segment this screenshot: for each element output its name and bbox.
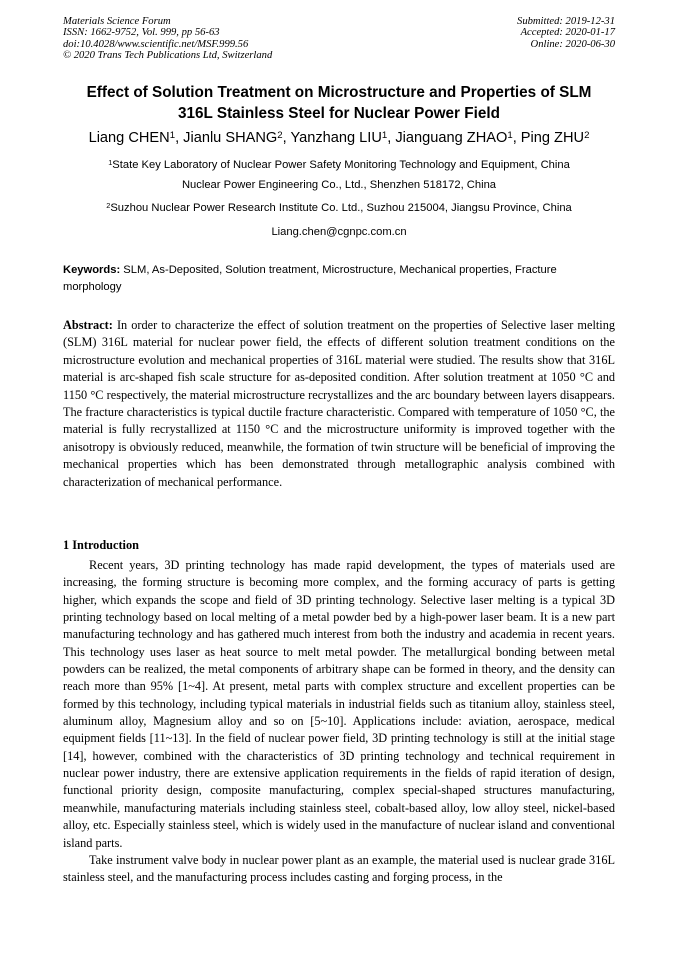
paragraph: Recent years, 3D printing technology has made rapid development, the types of materials used are increasing, the forming structure is becoming more complex, and the forming accuracy of parts is getting higher, which expands the scope and field of 3D printing technology. Selective laser melting is a typical 3D printing technology based on local melting of a metal powder bed by a high-power laser beam. It is a new part manufacturing technology and has gathered much interest from both the industry and academia in recent years. This technology uses laser as heat source to melt metal powder. The metallurgical bonding between metal powders can be realized, the metal components of arbitrary shape can be formed in theory, and the density can reach more than 95% [1~4]. At present, metal parts with complex structure and excellent properties can be formed by this technology, including typical materials in industrial fields such as titanium alloy, stainless steel, aluminum alloy, Magnesium alloy and so on [5~10]. Applications include: aviation, aerospace, medical equipment fields [11~13]. In the field of nuclear power field, 3D printing technology is still at the initial stage [14], however, combined with the characteristics of 3D printing technology and technical requirement in nuclear power industry, there are extensive application requirements in the fields of rapid iteration of design, functional priority design, composite manufacturing, complex special-shaped structures manufacturing, meanwhile, manufacturing materials including stainless steel, cobalt-based alloy, low alloy steel, nickel-based alloy, etc. Especially stainless steel, which is widely used in the manufacture of nuclear island and conventional island parts. bbox=[63, 558, 615, 850]
title-line-2: 316L Stainless Steel for Nuclear Power Field bbox=[178, 105, 500, 122]
author bbox=[89, 130, 184, 146]
author-affiliation-mark: 1 bbox=[507, 129, 513, 141]
section-heading-introduction: 1 Introduction bbox=[63, 538, 139, 552]
author-affiliation-mark: 1 bbox=[169, 129, 176, 141]
author-name: Yanzhang LIU bbox=[290, 130, 382, 146]
affiliation-1-line-2: Nuclear Power Engineering Co., Ltd., Shenzhen 518172, China bbox=[181, 179, 497, 191]
author-separator: , bbox=[175, 130, 184, 146]
author-affiliation-mark: 2 bbox=[277, 129, 283, 141]
abstract-text: In order to characterize the effect of solution treatment on the properties of Selective laser melting (SLM) 316L material for nuclear power field, the effects of different solution treatment conditions on the microstructure evolution and mechanical properties of 316L material were studied. The results show that 316L material is arc-shaped fish scale structure for as-deposited condition. After solution treatment at 1050 °C and 1150 °C respectively, the material microstructure recrystallizes and the arc boundary between layers disappears. The fracture characteristics is typical ductile fracture characteristic. Compared with temperature of 1050 °C, the material is fully recrystallized at 1150 °C and the microstructure uniformity is improved together with the anisotropy is obviously reduced, meanwhile, the formation of twin structure will be beneficial of improving the mechanical properties which has been demonstrated through metallographic analysis combined with characterization of mechanical performance. bbox=[63, 318, 615, 489]
affiliation-mark: 1 bbox=[108, 157, 113, 167]
abstract bbox=[63, 317, 615, 491]
affiliation-1-text: State Key Laboratory of Nuclear Power Safety Monitoring Technology and Equipment, China bbox=[112, 159, 570, 171]
author bbox=[183, 130, 290, 146]
author-affiliation-mark: 2 bbox=[584, 129, 590, 141]
submission-dates bbox=[517, 16, 615, 50]
author-list bbox=[40, 129, 638, 147]
copyright: © 2020 Trans Tech Publications Ltd, Switzerland bbox=[63, 50, 273, 62]
author-separator: , bbox=[512, 130, 521, 146]
affiliation-2-text: Suzhou Nuclear Power Research Institute Co. Ltd., Suzhou 215004, Jiangsu Province, China bbox=[110, 202, 572, 214]
author bbox=[395, 130, 520, 146]
keywords-label: Keywords: bbox=[63, 264, 121, 276]
publication-info bbox=[63, 16, 272, 62]
author-affiliation-mark: 1 bbox=[381, 129, 388, 141]
author-name: Ping ZHU bbox=[520, 130, 585, 146]
author-name: Liang CHEN bbox=[88, 130, 170, 146]
author-name: Jianguang ZHAO bbox=[395, 130, 508, 146]
keywords bbox=[63, 262, 615, 297]
paper-title bbox=[60, 82, 618, 124]
affiliation-2 bbox=[50, 198, 628, 218]
affiliation-mark: 2 bbox=[106, 200, 111, 210]
paragraph: Take instrument valve body in nuclear power plant as an example, the material used is nuclear grade 316L stainless steel, and the manufacturing process includes casting and forging process, in the bbox=[63, 852, 615, 885]
author-separator: , bbox=[387, 130, 396, 146]
submitted-date: Submitted: 2019-12-31 bbox=[517, 16, 615, 27]
doi[interactable]: doi:10.4028/www.scientific.net/MSF.999.56 bbox=[63, 38, 249, 50]
author bbox=[290, 130, 395, 146]
journal-name: Materials Science Forum bbox=[63, 16, 171, 27]
keywords-text: SLM, As-Deposited, Solution treatment, Microstructure, Mechanical properties, Fracture morphology bbox=[63, 264, 557, 294]
author bbox=[521, 130, 590, 146]
accepted-date: Accepted: 2020-01-17 bbox=[520, 27, 615, 39]
issn-volume: ISSN: 1662-9752, Vol. 999, pp 56-63 bbox=[63, 27, 220, 39]
online-date: Online: 2020-06-30 bbox=[530, 38, 615, 50]
corresponding-email[interactable]: Liang.chen@cgnpc.com.cn bbox=[271, 226, 407, 238]
abstract-label: Abstract: bbox=[63, 318, 113, 332]
affiliation-1 bbox=[50, 155, 628, 195]
author-separator: , bbox=[282, 130, 291, 146]
title-line-1: Effect of Solution Treatment on Microstructure and Properties of SLM bbox=[86, 84, 592, 101]
introduction-body bbox=[63, 557, 615, 887]
affiliation-1-line-1 bbox=[50, 155, 628, 175]
author-name: Jianlu SHANG bbox=[183, 130, 278, 146]
